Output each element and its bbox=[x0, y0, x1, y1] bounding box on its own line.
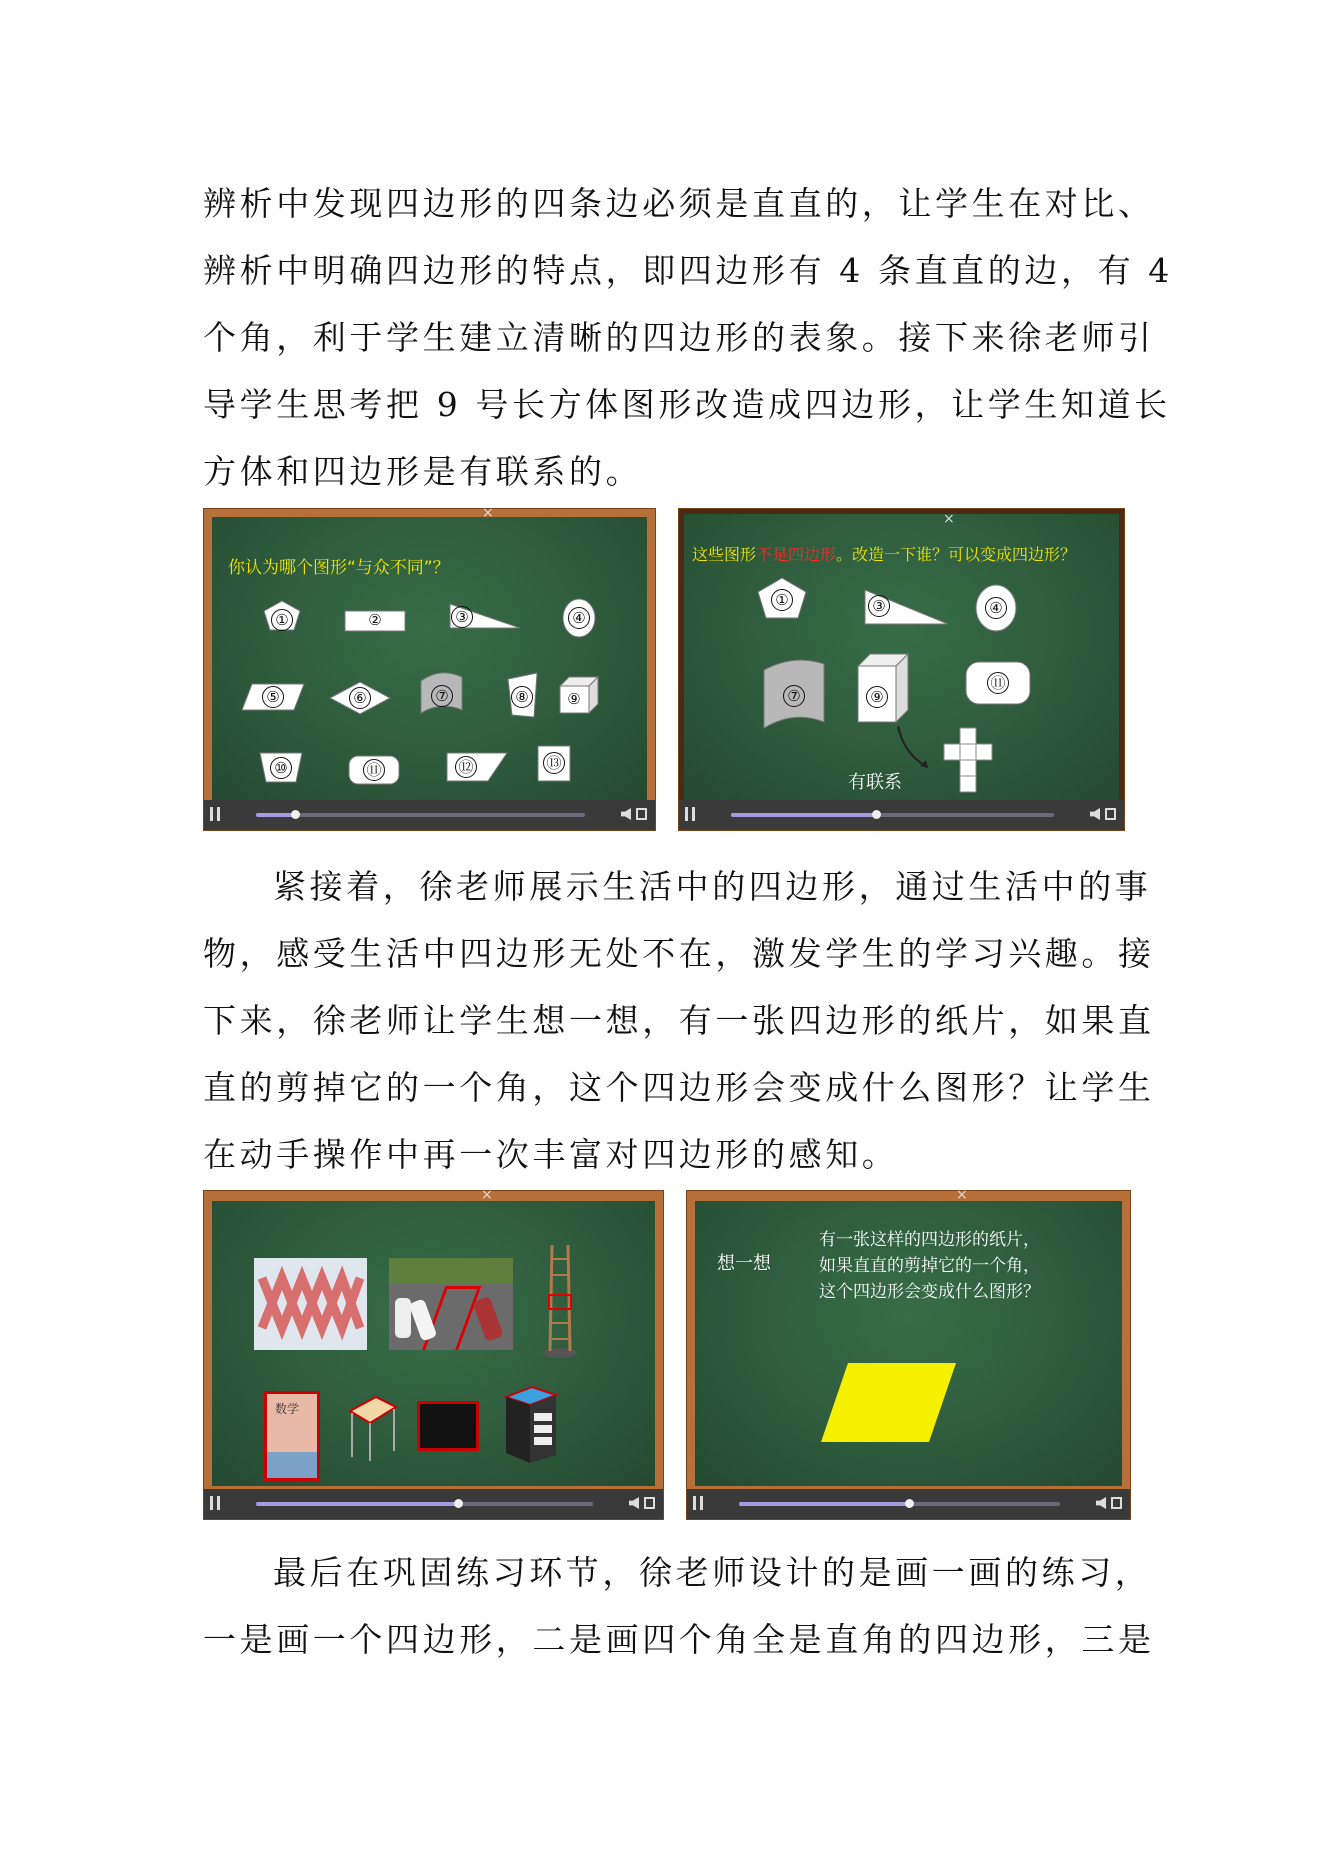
slide-question: 你认为哪个图形“与众不同”？ bbox=[228, 558, 450, 578]
paper-parallelogram bbox=[695, 1201, 1122, 1486]
video-controls bbox=[687, 1489, 1130, 1519]
cuboid-side bbox=[896, 654, 908, 722]
shape-label: ③ bbox=[451, 606, 473, 628]
pause-icon[interactable] bbox=[693, 1496, 703, 1510]
progress-bar[interactable] bbox=[731, 813, 1054, 817]
progress-knob[interactable] bbox=[291, 810, 300, 819]
volume-icon[interactable] bbox=[1090, 808, 1100, 820]
ladder bbox=[542, 1243, 578, 1359]
progress-bar[interactable] bbox=[739, 1502, 1060, 1506]
chalkboard-frame bbox=[678, 508, 1125, 831]
gate-lattice bbox=[254, 1258, 367, 1350]
text-line: 直的剪掉它的一个角，这个四边形会变成什么图形？让学生 bbox=[203, 1068, 1155, 1107]
parking-lot-image bbox=[389, 1258, 513, 1350]
shape-label: ⑪ bbox=[363, 759, 385, 781]
shape-label: ⑫ bbox=[455, 756, 477, 778]
cuboid-net bbox=[944, 728, 992, 792]
shape-label: ④ bbox=[985, 597, 1007, 619]
progress-bar[interactable] bbox=[256, 813, 585, 817]
shape-label: ⑪ bbox=[987, 672, 1009, 694]
slide-heading: 想一想 bbox=[717, 1253, 771, 1274]
expanding-gate-image bbox=[254, 1258, 367, 1350]
chalkboard-frame bbox=[203, 1187, 664, 1520]
video-controls bbox=[204, 800, 655, 830]
volume-icon[interactable] bbox=[629, 1497, 639, 1509]
ladder-image bbox=[542, 1243, 578, 1359]
shape-label: ④ bbox=[568, 607, 590, 629]
pause-icon[interactable] bbox=[210, 807, 220, 821]
text-line: 方体和四边形是有联系的。 bbox=[203, 452, 643, 491]
slide-text-line: 这个四边形会变成什么图形？ bbox=[819, 1282, 1040, 1302]
text-line: 最后在巩固练习环节，徐老师设计的是画一画的练习， bbox=[273, 1553, 1152, 1592]
shapes-group bbox=[684, 514, 1119, 799]
progress-knob[interactable] bbox=[454, 1499, 463, 1508]
question-part: 这些图形 bbox=[692, 545, 757, 564]
shape-label: ⑧ bbox=[511, 686, 533, 708]
shape-label: ① bbox=[271, 609, 293, 631]
shape-label: ⑤ bbox=[262, 686, 284, 708]
video-screenshot-3 bbox=[203, 1187, 664, 1520]
shape-label: ⑦ bbox=[783, 685, 805, 707]
shape-label: ⑩ bbox=[270, 757, 292, 779]
progress-knob[interactable] bbox=[872, 810, 881, 819]
desk-image bbox=[342, 1391, 398, 1463]
close-icon[interactable]: × bbox=[482, 505, 494, 521]
volume-icon[interactable] bbox=[1096, 1497, 1106, 1509]
textbook-image bbox=[264, 1391, 320, 1481]
shape-label: ⑨ bbox=[866, 686, 888, 708]
fullscreen-icon[interactable] bbox=[1111, 1497, 1122, 1509]
pause-icon[interactable] bbox=[210, 1496, 220, 1510]
slide-text-line: 有一张这样的四边形的纸片， bbox=[819, 1230, 1040, 1250]
pause-icon[interactable] bbox=[685, 807, 695, 821]
progress-bar[interactable] bbox=[256, 1502, 593, 1506]
video-controls bbox=[679, 800, 1124, 830]
text-line: 辨析中明确四边形的特点，即四边形有 4 条直直的边，有 4 bbox=[203, 251, 1173, 290]
text-line: 导学生思考把 9 号长方体图形改造成四边形，让学生知道长 bbox=[203, 385, 1171, 424]
video-controls bbox=[204, 1489, 663, 1519]
text-line: 下来，徐老师让学生想一想，有一张四边形的纸片，如果直 bbox=[203, 1001, 1155, 1040]
close-icon[interactable]: × bbox=[481, 1187, 493, 1203]
shape-label: ① bbox=[771, 589, 793, 611]
question-part: 。改造一下谁？可以变成四边形？ bbox=[836, 545, 1077, 564]
chalkboard bbox=[684, 514, 1119, 800]
paragraph-3 bbox=[203, 1539, 1155, 1673]
cabinet bbox=[502, 1383, 560, 1465]
video-screenshot-2 bbox=[678, 508, 1125, 831]
text-line: 一是画一个四边形，二是画四个角全是直角的四边形，三是 bbox=[203, 1620, 1155, 1659]
progress-knob[interactable] bbox=[905, 1499, 914, 1508]
video-screenshot-4 bbox=[686, 1187, 1131, 1520]
cabinet-image bbox=[502, 1383, 560, 1465]
connection-label: 有联系 bbox=[848, 772, 902, 793]
paragraph-2 bbox=[203, 853, 1155, 1188]
chalkboard-frame bbox=[686, 1187, 1131, 1520]
text-line: 个角，利于学生建立清晰的四边形的表象。接下来徐老师引 bbox=[203, 318, 1155, 357]
shape-label: ⑬ bbox=[543, 752, 565, 774]
desk bbox=[342, 1391, 398, 1463]
chalkboard-frame bbox=[203, 505, 656, 831]
close-icon[interactable]: × bbox=[956, 1187, 968, 1203]
shape-label: ③ bbox=[868, 595, 890, 617]
shape-label: ② bbox=[368, 611, 382, 629]
volume-icon[interactable] bbox=[621, 808, 631, 820]
video-screenshot-1 bbox=[203, 505, 656, 831]
text-line: 物，感受生活中四边形无处不在，激发学生的学习兴趣。接 bbox=[203, 934, 1155, 973]
shape-label: ⑥ bbox=[349, 687, 371, 709]
chalkboard bbox=[695, 1201, 1122, 1486]
question-highlight: 不是四边形 bbox=[756, 545, 837, 564]
fullscreen-icon[interactable] bbox=[636, 808, 647, 820]
chalkboard bbox=[212, 517, 647, 800]
slide-text-line: 如果直直的剪掉它的一个角， bbox=[819, 1256, 1040, 1276]
arrow-line bbox=[898, 726, 926, 766]
shape-label: ⑨ bbox=[567, 690, 581, 708]
text-line: 辨析中发现四边形的四条边必须是直直的，让学生在对比、 bbox=[203, 184, 1155, 223]
chalkboard bbox=[212, 1201, 655, 1486]
text-line: 在动手操作中再一次丰富对四边形的感知。 bbox=[203, 1135, 899, 1174]
close-icon[interactable]: × bbox=[943, 511, 955, 527]
text-line: 紧接着，徐老师展示生活中的四边形，通过生活中的事 bbox=[273, 867, 1152, 906]
tv-image bbox=[417, 1401, 479, 1451]
fullscreen-icon[interactable] bbox=[1105, 808, 1116, 820]
fullscreen-icon[interactable] bbox=[644, 1497, 655, 1509]
shape-label: ⑦ bbox=[431, 685, 453, 707]
paragraph-1 bbox=[203, 170, 1173, 505]
book-title: 数学 bbox=[275, 1402, 300, 1416]
